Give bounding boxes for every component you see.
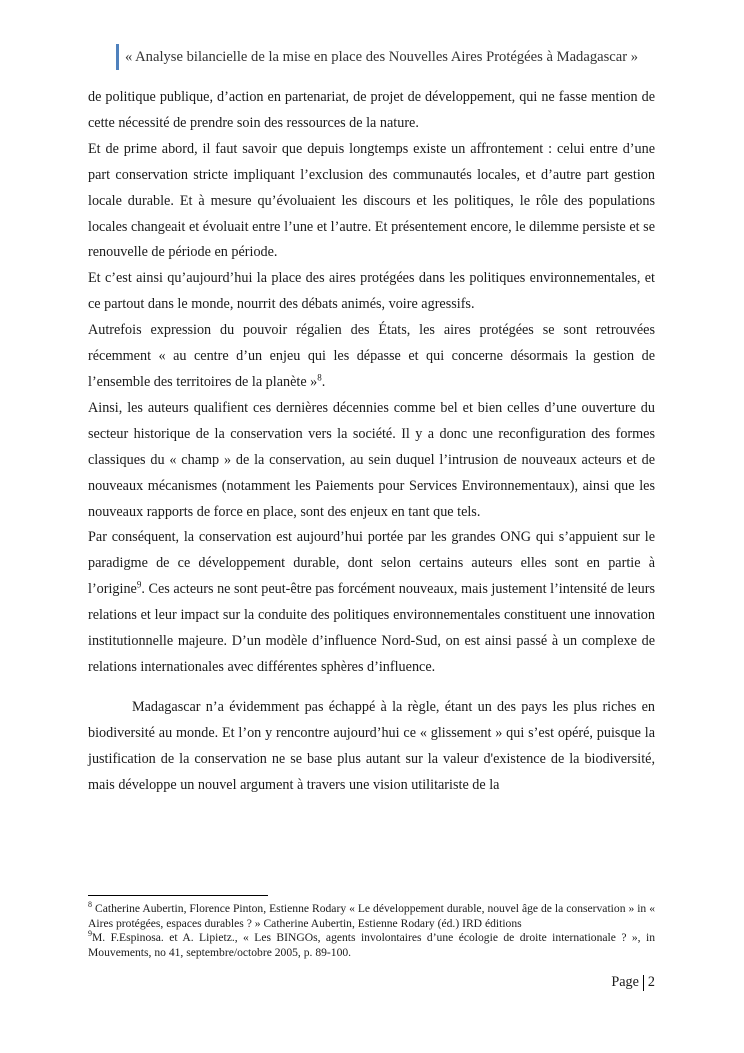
- paragraph: Ainsi, les auteurs qualifient ces dernières décennies comme bel et bien celles d’une ouverture du secteur historique de la conservation vers la société. Il y a donc une reconfiguration des formes classiques du « champ » de la conservation, au sein duquel l’intrusion de nouveaux acteurs et de nouveaux mécanismes (notamment les Paiements pour Services Environnementaux), ainsi que les nouveaux rapports de force en place, sont des enjeux en tant que tels.: [88, 399, 655, 520]
- paragraph-text: . Ces acteurs ne sont peut-être pas forcément nouveaux, mais justement l’intensité de leurs relations et leur impact sur la conduite des politiques environnementales constituent une innovation institutionnelle majeure. D’un modèle d’influence Nord-Sud, on est ainsi passé à un complexe de relations internationales avec différentes sphères d’influence.: [88, 581, 655, 675]
- footnote-number: 8: [88, 900, 92, 910]
- footnotes: [88, 902, 655, 960]
- paragraph: [88, 318, 655, 396]
- header-accent-bar: [116, 44, 119, 70]
- footnote-text: M. F.Espinosa. et A. Lipietz., « Les BINGOs, agents involontaires d’une écologie de droite internationale ? », in Mouvements, no 41, septembre/octobre 2005, p. 89-100.: [88, 931, 655, 959]
- paragraph-text: Autrefois expression du pouvoir régalien des États, les aires protégées se sont retrouvées récemment « au centre d’un enjeu qui les dépasse et qui concerne désormais la gestion de l’ensemble des territoires de la planète »: [88, 322, 655, 390]
- footnote-ref[interactable]: 8: [317, 372, 322, 383]
- footnote-text: Catherine Aubertin, Florence Pinton, Estienne Rodary « Le développement durable, nouvel âge de la conservation » in « Aires protégées, espaces durables ? » Catherine Aubertin, Estienne Rodary (éd.) IRD éditions: [88, 902, 655, 930]
- paragraph: de politique publique, d’action en partenariat, de projet de développement, qui ne fasse mention de cette nécessité de prendre soin des ressources de la nature.: [88, 89, 655, 131]
- footnote: [88, 902, 655, 931]
- page-number: 2: [647, 974, 655, 990]
- page-label: Page: [611, 974, 639, 990]
- header-title: « Analyse bilancielle de la mise en place des Nouvelles Aires Protégées à Madagascar »: [125, 48, 639, 65]
- footnote-separator: [88, 895, 268, 896]
- paragraph-text: Par conséquent, la conservation est aujourd’hui portée par les grandes ONG qui s’appuient sur le paradigme de ce développement durable, dont selon certains auteurs elles sont en partie à l’origine: [88, 529, 655, 598]
- footnote-ref[interactable]: 9: [136, 579, 142, 590]
- paragraph: Madagascar n’a évidemment pas échappé à la règle, étant un des pays les plus riches en biodiversité au monde. Et l’on y rencontre aujourd’hui ce « glissement » qui s’est opéré, puisque la justification de la conservation ne se base plus autant sur la valeur d'existence de la biodiversité, mais développe un nouvel argument à travers une vision utilitariste de la: [88, 698, 655, 793]
- paragraph: Et de prime abord, il faut savoir que depuis longtemps existe un affrontement : celui entre d’une part conservation stricte impliquant l’exclusion des communautés locales, et d’autre part gestion locale durable. Et à mesure qu’évoluaient les discours et les politiques, le rôle des populations locales changeait et évoluait entre l’une et l’autre. Et présentement encore, le dilemme persiste et se renouvelle de période en période.: [88, 140, 655, 261]
- page-separator: [643, 975, 644, 991]
- paragraph: [88, 525, 655, 680]
- footnote-number: 9: [88, 929, 92, 939]
- paragraph-text: .: [321, 373, 326, 390]
- paragraph: Et c’est ainsi qu’aujourd’hui la place des aires protégées dans les politiques environnementales, et ce partout dans le monde, nourrit des débats animés, voire agressifs.: [88, 270, 655, 313]
- running-header: [116, 44, 638, 70]
- page-number-footer: [611, 974, 655, 991]
- footnote: [88, 931, 655, 960]
- body-text: [88, 85, 655, 798]
